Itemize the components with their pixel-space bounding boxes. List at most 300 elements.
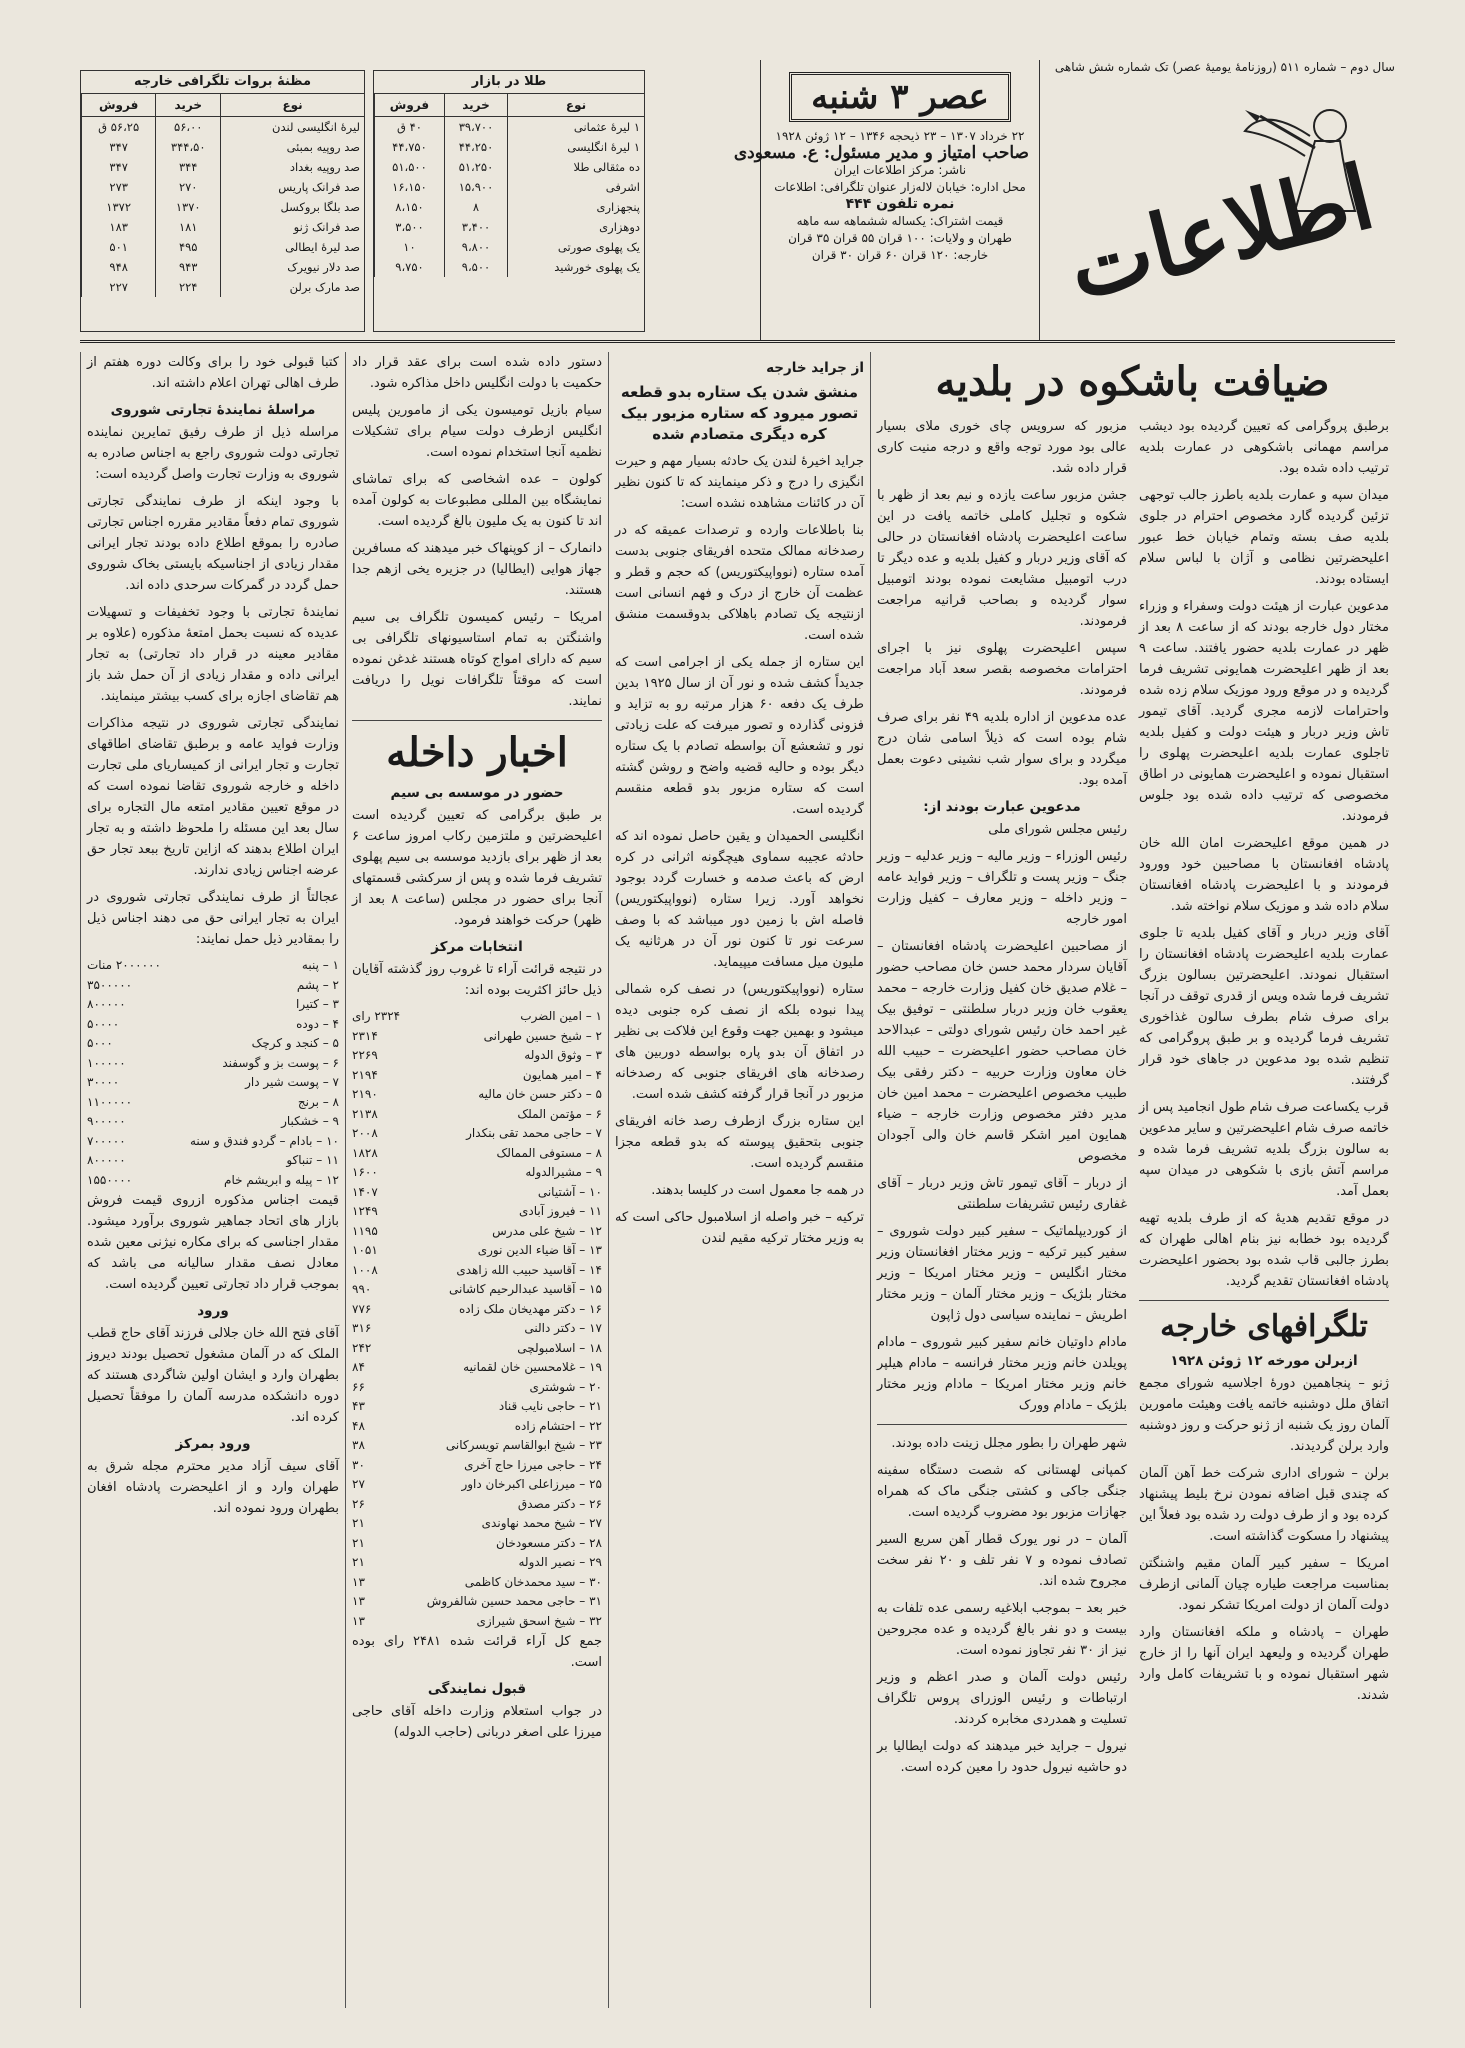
arrival-center-text: آقای سیف آزاد مدیر محترم مجله شرق به طهران وارد و از اعلیحضرت پادشاه افغان بطهران ورود نموده اند. — [87, 1459, 339, 1516]
news-paragraph: دانمارک – از کوپنهاک خبر میدهند که مسافرین جهاز هوایی (ایطالیا) در جزیره یخی ازهم جدا هستند. — [352, 541, 602, 598]
vote-row-value: ۳۱۶ — [352, 1321, 372, 1335]
vote-row-value: ۲۲۶۹ — [352, 1048, 378, 1062]
article-paragraph: ستاره (نوواپیکتوریس) در نصف کره شمالی پیدا نبوده بلکه از نصف کره جنوبی دیده میشود و بهمین جهت وقوع این فلاکت بی نظیر در اتفاق آن بدو پاره بواسطه دوربین های رصدخانه های افریقای جنوبی که رصدخانه مزبور در آنجا قرار گرفته کشف شده است. — [615, 982, 864, 1102]
vote-row-value: ۲۴۲ — [352, 1340, 372, 1355]
fx-row-cell: ۴۹۵ — [156, 237, 221, 257]
vote-row-label: ۱۸ – اسلامبولچی — [517, 1340, 602, 1355]
goods-row-value: ۲۰۰۰۰۰۰ منات — [87, 958, 161, 972]
vote-row-value: ۴۳ — [352, 1399, 365, 1413]
vote-row-label: ۱۷ – دکتر دالنی — [524, 1321, 602, 1335]
fx-row-cell: ۳۴۴،۵۰ — [156, 137, 221, 157]
vote-row-value: ۲۷ — [352, 1477, 365, 1491]
fx-row-cell: ۲۷۰ — [156, 177, 221, 197]
vote-row — [352, 1475, 602, 1495]
newspaper-logo: اطلاعات — [1057, 144, 1383, 320]
vote-row-label: ۲۳ – شیخ ابوالقاسم تویسرکانی — [445, 1438, 602, 1452]
article-paragraph: نمایندگی تجارتی شوروی در نتیجه مذاکرات وزارت فواید عامه و برطبق تقاضای اطاقهای تجارت و تجار ایرانی از کمیساریای ملی تجارت داخله و خارجه شوروی تقاضا نموده است که در موقع تعیین مقادیر امتعه مال التجاره برای سال بعد این مسئله را ملحوظ داشته و به تجار ایران اطلاع بدهند که ازاین تاریخ ببعد تجار حق عرضه اجناس زیادی ندارند. — [87, 716, 339, 878]
vote-row-value: ۹۹۰ — [352, 1282, 372, 1296]
fx-header-type: نوع — [221, 94, 364, 117]
date-line: ۲۲ خرداد ۱۳۰۷ – ۲۳ ذیحجه ۱۳۴۶ – ۱۲ ژوئن ۱۹۲۸ — [775, 129, 1025, 143]
vote-row-label: ۷ – حاجی محمد تقی بنکدار — [466, 1126, 602, 1140]
goods-row — [87, 1132, 339, 1152]
page-frame — [80, 60, 1395, 2008]
goods-row-value: ۱۱۰۰۰۰۰ — [87, 1094, 133, 1109]
fx-row — [82, 217, 365, 237]
gold-row-cell: ۴۴،۷۵۰ — [375, 137, 445, 157]
telegram-paragraph: آلمان – در نور یورک قطار آهن سریع السیر تصادف نموده و ۷ نفر تلف و ۲۰ نفر سخت مجروح شده اند. — [877, 1532, 1127, 1589]
vote-row-value: ۱۳ — [352, 1574, 365, 1589]
gold-row-cell: ۹،۸۰۰ — [444, 237, 507, 257]
gold-row-cell: ۴۰ ق — [375, 117, 445, 138]
goods-row-label: ۵ – کنجد و کرچک — [251, 1036, 339, 1050]
goods-row-label: ۷ – پوست شیر دار — [245, 1075, 339, 1089]
gold-row — [375, 157, 645, 177]
divider — [1139, 1300, 1389, 1301]
vote-row-label: ۱۹ – غلامحسین خان لقمانیه — [463, 1360, 602, 1374]
star-article-headline: منشق شدن یک ستاره بدو قطعه تصور میرود که ستاره مزبور بیک کره دیگری متصادم شده — [620, 383, 859, 443]
fx-row — [82, 157, 365, 177]
vote-row-value: ۱۰۵۱ — [352, 1243, 378, 1257]
gold-row — [375, 177, 645, 197]
vote-row — [352, 1007, 602, 1027]
article-paragraph: سپس اعلیحضرت پهلوی نیز با اجرای احترامات مخصوصه بقصر سعد آباد مراجعت فرمودند. — [877, 641, 1127, 698]
article-paragraph: بنا باطلاعات وارده و ترصدات عمیقه که در رصدخانه ممالک متحده افریقای جنوبی بدست آمده ستاره (نوواپیکتوریس) که حجم و قطر و عظمت آن خارج از درک و فهم انسانی است ازنتیجه یک تصادم باهلاکی بدوقسمت منشق شده است. — [615, 523, 864, 643]
fx-row — [82, 117, 365, 138]
guest-list — [877, 819, 1127, 1416]
vote-row-value: ۲۱۳۸ — [352, 1106, 378, 1121]
vote-row — [352, 1514, 602, 1534]
gold-header-sell: فروش — [375, 94, 445, 117]
vote-row-value: ۱۴۰۷ — [352, 1184, 378, 1199]
fx-row-cell: ۹۴۸ — [82, 257, 156, 277]
gold-row-cell: یک پهلوی خورشید — [508, 257, 644, 277]
telegram-paragraph: خبر بعد – بموجب ابلاغیه رسمی عده تلفات به بیست و دو نفر بالغ گردیده و عده مجروحین نیز از ۳۰ نفر تجاوز نموده است. — [877, 1601, 1127, 1658]
vote-row-label: ۳۱ – حاجی محمد حسین شالفروش — [426, 1594, 602, 1608]
gold-row-cell: ۱ لیرهٔ انگلیسی — [508, 137, 644, 157]
article-paragraph: مراسله ذیل از طرف رفیق تمایرین نماینده تجارتی دولت شوروی راجع به اجناس صادره به شوروی به وزارت تجارت واصل گردیده است: — [87, 425, 339, 482]
telegram-paragraph: کمپانی لهستانی که شصت دستگاه سفینه جنگی جاکی و کشتی جنگی ماک که همراه جهازات مزبور بود مضروب گردیده است. — [877, 1463, 1127, 1520]
vote-row — [352, 1456, 602, 1476]
vote-row-label: ۲۹ – نصیر الدوله — [518, 1555, 602, 1569]
goods-row-value: ۳۰۰۰۰ — [87, 1075, 120, 1089]
article-paragraph: آقای وزیر دربار و آقای کفیل بلدیه تا جلوی عمارت بلدیه اعلیحضرت پادشاه افغانستان را استقبال نمودند. اعلیحضرتین بسالون بزرگ تشریف فرما شده ویس از قدری توقف در آنجا برای صرف شام بطرف سالون غذاخوری تشریف فرما گردیده و بر طبق پروگرامی که تنظیم شده بود مدعوین در جاهای خود قرار گرفتند. — [1139, 926, 1389, 1088]
fx-row-cell: صد مارک برلن — [221, 277, 364, 297]
article-paragraph: مدعوین عبارت از هیئت دولت وسفراء و وزراء مختار دول خارجه بودند که از ساعت ۸ بعد از ظهر در عمارت بلدیه حضور یافتند. ساعت ۹ بعد از ظهر اعلیحضرت همایونی تشریف فرما گردیده و در موقع ورود موزیک سلام زده شده واحترامات لازمه مجری گردید. آقای تیمور تاش وزیر دربار و هیئت دولت و کفیل بلدیه تاجلوی عمارت بلدیه اعلیحضرت پهلوی را استقبال نموده و اعلیحضرت همایونی در اطاق مخصوصی که ترتیب داده شده بود جلوس فرمودند. — [1139, 599, 1389, 824]
goods-row — [87, 1112, 339, 1132]
soviet-trade-body — [87, 422, 339, 881]
foreign-telegrams-body — [1139, 1373, 1389, 1706]
goods-row — [87, 1015, 339, 1035]
gold-row — [375, 117, 645, 138]
divider — [352, 720, 602, 721]
article-paragraph: این ستاره از جمله یکی از اجرامی است که جدیداً کشف شده و نور آن از سال ۱۹۲۵ بدین طرف یک دفعه ۶۰ هزار مرتبه رو به تزاید و فزونی گذارده و تصور میرفت که علت زیادتی نور و تشعشع آن بواسطه تصادم با یک ستاره دیگر بوده و حالیه قضیه واضح و روشن گشته است که ستاره مزبور بدو قطعه منقسم گردیده است. — [615, 655, 865, 817]
guest-group: از دربار – آقای تیمور تاش وزیر دربار – آقای غفاری رئیس تشریفات سلطنتی — [877, 1176, 1127, 1212]
goods-row-value: ۸۰۰۰۰۰ — [87, 1153, 126, 1167]
fx-row-cell: ۳۴۴ — [156, 157, 221, 177]
column-3 — [608, 352, 870, 2008]
news-paragraph: سیام بازیل تومیسون یکی از مامورین پلیس انگلیس ازطرف دولت سیام برای تشکیلات نظمیه آنجا استخدام نموده است. — [352, 403, 602, 460]
vote-row — [352, 1573, 602, 1593]
election-results-list — [352, 1007, 602, 1631]
acceptance-head: قبول نمایندگی — [427, 1681, 527, 1697]
fx-table — [80, 70, 365, 332]
domestic-news-headline: اخبار داخله — [386, 729, 568, 776]
gold-row-cell: ۸،۱۵۰ — [375, 197, 445, 217]
gold-row — [375, 137, 645, 157]
fx-row-cell: ۳۴۷ — [82, 137, 156, 157]
goods-row-label: ۲ – پشم — [296, 977, 339, 992]
gold-row-cell: ۱۵،۹۰۰ — [444, 177, 507, 197]
vote-row-label: ۱۵ – آقاسید عبدالرحیم کاشانی — [449, 1282, 602, 1296]
column-5 — [80, 352, 345, 2008]
vote-row-value: ۸۴ — [352, 1360, 365, 1374]
goods-row-value: ۷۰۰۰۰۰ — [87, 1133, 126, 1148]
column-4 — [345, 352, 608, 2008]
column-2 — [870, 352, 1133, 2008]
goods-row — [87, 976, 339, 996]
article-paragraph: عده مدعوین از اداره بلدیه ۴۹ نفر برای صرف شام بوده است که ذیلاً اسامی شان درج میگردد و برای سوار شب نشینی دعوت بعمل آمده بود. — [877, 710, 1128, 788]
article-paragraph: با وجود اینکه از طرف نمایندگی تجارتی شوروی تمام دفعاً مقادیر مقرره اجناس تجارتی صادره را بموقع اطلاع داده بودند تجار ایرانی مقدار زیادی از اجناسیکه بایستی بخاک شوروی حمل گردد در گمرکات سرحدی داده اند. — [87, 494, 339, 593]
gold-row-cell: ۹،۵۰۰ — [444, 257, 507, 277]
gold-header-buy: خرید — [444, 94, 507, 117]
gold-row-cell: ۴۴،۲۵۰ — [444, 137, 507, 157]
telegram-paragraph: امریکا – سفیر کبیر آلمان مقیم واشنگتن بمناسبت مراجعت طیاره چیان آلمانی ازطرف دولت آلمان از دولت امریکا تشکر نمود. — [1139, 1556, 1389, 1613]
fx-row-cell: صد بلگا بروکسل — [221, 197, 364, 217]
article-paragraph: برطبق پروگرامی که تعیین گردیده بود دیشب مراسم مهمانی باشکوهی در عمارت بلدیه ترتیب داده شده بود. — [1139, 419, 1389, 476]
vote-row — [352, 1495, 602, 1515]
gold-row-cell: دوهزاری — [508, 217, 644, 237]
banquet-body-right — [1139, 416, 1389, 1292]
fx-row-cell: صد روپیه بمبئی — [221, 137, 364, 157]
article-paragraph: میدان سپه و عمارت بلدیه باطرز جالب توجهی تزئین گردیده گارد مخصوص احترام در جلوی بلدیه صف بسته وتمام خیابان خط عبور اعلیحضرتین نظامی و آژان با لباس سلام ایستاده بودند. — [1139, 488, 1389, 587]
fx-header-sell: فروش — [82, 94, 156, 117]
elections-head: انتخابات مرکز — [431, 939, 523, 955]
vote-row — [352, 1046, 602, 1066]
news-paragraph: کتبا قبولی خود را برای وکالت دوره هفتم از طرف اهالی تهران اعلام داشته اند. — [87, 355, 339, 391]
vote-row-value: ۱۲۴۹ — [352, 1204, 378, 1218]
vote-row-value: ۲۳۱۴ — [352, 1028, 378, 1043]
gold-row-cell: یک پهلوی صورتی — [508, 237, 644, 257]
fx-table-title: مظنهٔ بروات تلگرافی خارجه — [81, 71, 364, 94]
fx-header-buy: خرید — [156, 94, 221, 117]
vote-row-label: ۴ – امیر همایون — [522, 1067, 602, 1082]
foreign-press-section: از جراید خارجه — [766, 360, 864, 376]
gold-row-cell: ۱۶،۱۵۰ — [375, 177, 445, 197]
vote-row — [352, 1300, 602, 1320]
article-paragraph: در همین موقع اعلیحضرت امان الله خان پادشاه افغانستان با مصاحبین خود وورود فرمودند و با اعلیحضرت پادشاه افغانستان سلام داده شد و موزیک سلام نواخته شد. — [1139, 836, 1389, 914]
fx-row — [82, 237, 365, 257]
vote-row-value: ۲۱۹۰ — [352, 1087, 378, 1101]
guest-group: رئیس مجلس شورای ملی — [988, 822, 1127, 837]
telegram-paragraph: نیرول – جراید خبر میدهند که دولت ایطالیا بر دو حاشیه نیرول حدود را معین کرده است. — [877, 1739, 1127, 1775]
foreign-telegrams-headline: تلگرافهای خارجه — [1160, 1309, 1368, 1344]
vote-row-value: ۳۰ — [352, 1457, 365, 1472]
article-paragraph: انگلیسی الحمیدان و یقین حاصل نموده اند که حادثه عجیبه سماوی هیچگونه اثرانی در کره ارض که باعث صدمه و خسارت گردد بوجود نخواهد آورد. زیرا ستاره (نوواپیکتوریس) فاصله اش با زمین دور میباشد که با وصف سرعت نور تا کنون نور آن در هرثانیه یک ملیون میل مسافت میپیماید. — [615, 829, 864, 970]
subscription-tehran: طهران و ولایات: ۱۰۰ قران ۵۵ قران ۳۵ قران — [788, 231, 1012, 245]
gold-table — [373, 70, 645, 332]
article-paragraph: در همه جا معمول است در کلیسا بدهند. — [651, 1183, 864, 1198]
vote-row — [352, 1319, 602, 1339]
star-article-body — [615, 451, 864, 1249]
vote-row-label: ۲۶ – دکتر مصدق — [517, 1496, 602, 1511]
goods-row-label: ۹ – خشکبار — [281, 1114, 339, 1128]
goods-row-value: ۸۰۰۰۰۰ — [87, 997, 126, 1011]
logo-block — [1050, 60, 1395, 340]
vote-row-value: ۴۸ — [352, 1418, 365, 1433]
vote-row — [352, 1592, 602, 1612]
goods-row-label: ۳ – کتیرا — [296, 997, 339, 1011]
day-box: عصر ۳ شنبه — [789, 72, 1011, 122]
fx-row — [82, 257, 365, 277]
vote-row-label: ۲۰ – شوشتری — [529, 1379, 602, 1394]
article-columns — [80, 352, 1395, 2008]
goods-list-intro: عجالتاً از طرف نمایندگی تجارتی شوروی در ایران به تجار ایرانی حق می دهند اجناس ذیل را بمقادیر ذیل حمل نمایند: — [87, 890, 339, 947]
masthead — [80, 60, 1395, 343]
guest-group: رئیس الوزراء – وزیر مالیه – وزیر عدلیه – وزیر جنگ – وزیر پست و تلگراف – وزیر فواید عامه – وزیر داخله – وزیر معارف – کفیل وزارت امور خارجه — [877, 849, 1127, 927]
vote-row-label: ۱۳ – آقا ضیاء الدین نوری — [477, 1243, 602, 1257]
article-paragraph: قرب یکساعت صرف شام طول انجامید پس از خاتمه صرف شام اعلیحضرتین و سایر مدعوین به سالون بزرگ بلدیه تشریف فرما شده و مراسم آتش بازی با شکوهی در میدان سپه بعمل آمد. — [1139, 1100, 1389, 1199]
goods-row-value: ۵۰۰۰ — [87, 1036, 113, 1050]
vote-row-value: ۲۶ — [352, 1496, 365, 1511]
vote-row — [352, 1202, 602, 1222]
vote-row-label: ۶ – مؤتمن الملک — [517, 1106, 602, 1121]
vote-row-label: ۱ – امین الضرب — [520, 1009, 602, 1023]
news-paragraph: کولون – عده اشخاصی که برای تماشای نمایشگاه بین المللی مطبوعات به کولون آمده اند تا کنون به یک ملیون بالغ گردیده است. — [352, 472, 602, 529]
gold-row-cell: ۱۰ — [375, 237, 445, 257]
news-paragraph: دستور داده شده است برای عقد قرار داد حکمیت با دولت انگلیس داخل مذاکره شود. — [352, 355, 602, 391]
fx-row-cell: صد فرانک پاریس — [221, 177, 364, 197]
issue-line: سال دوم – شماره ۵۱۱ (روزنامهٔ یومیهٔ عصر) تک شماره شش شاهی — [1054, 60, 1395, 74]
gold-row — [375, 237, 645, 257]
gold-row — [375, 217, 645, 237]
vote-row-label: ۵ – دکتر حسن خان مالیه — [478, 1087, 602, 1101]
article-paragraph: این ستاره بزرگ ازطرف رصد خانه افریقای جنوبی بتحقیق پیوسته که بدو قطعه مجزا منقسم گردیده است. — [615, 1114, 864, 1171]
vote-row — [352, 1183, 602, 1203]
vote-row-label: ۳ – وثوق الدوله — [524, 1048, 602, 1062]
subscription-head: قیمت اشتراک: یکساله ششماهه سه ماهه — [796, 214, 1004, 228]
vote-row-label: ۲۲ – احتشام زاده — [514, 1418, 602, 1433]
vote-row-value: ۱۳ — [352, 1613, 365, 1628]
vote-row — [352, 1085, 602, 1105]
fx-row-cell: لیرهٔ انگلیسی لندن — [221, 117, 364, 138]
fx-row-cell: ۵۶،۲۵ ق — [82, 117, 156, 138]
gold-row-cell: ۹،۷۵۰ — [375, 257, 445, 277]
gold-header-type: نوع — [508, 94, 644, 117]
radio-visit-text: بر طبق برگرامی که تعیین گردیده است اعلیحضرتین و ملتزمین رکاب امروز ساعت ۶ بعد از ظهر برای بازدید موسسه بی سیم پهلوی تشریف فرما شده و پس از سرکشی قسمتهای آنجا برای حضور در مجلس (ساعت ۸ بعد از ظهر) حرکت خواهند فرمود. — [352, 808, 602, 928]
fx-rate-table — [81, 94, 364, 297]
gold-row-cell: ۳۹،۷۰۰ — [444, 117, 507, 138]
telegrams-continued — [877, 1433, 1127, 1778]
telegram-paragraph: برلن – شورای اداری شرکت خط آهن آلمان که چندی قبل اضافه نمودن نرخ بلیط پیشنهاد کرده بود و از طرف دولت رد شده بود فعلاً این پیشنهاد را مسکوت گذاشته است. — [1139, 1466, 1389, 1544]
divider — [877, 1424, 1127, 1425]
article-paragraph: جشن مزبور ساعت یازده و نیم بعد از ظهر با شکوه و تجلیل کاملی خاتمه یافت در این ساعت اعلیحضرت پادشاه افغانستان در حالی که آقای وزیر دربار و کفیل بلدیه و عده دیگر تا درب اتومبیل مشایعت نموده بودند اتومبیل سوار گردیده و بصاحب قرانیه مراجعت فرمودند. — [877, 488, 1127, 629]
goods-row-label: ۱۰ – بادام – گردو فندق و سنه — [189, 1133, 339, 1148]
acceptance-text: در جواب استعلام وزارت داخله آقای حاجی میرزا علی اصغر دربانی (حاجب الدوله) — [352, 1704, 602, 1740]
fx-row-cell: ۲۲۴ — [156, 277, 221, 297]
goods-row — [87, 1171, 339, 1191]
vote-row — [352, 1436, 602, 1456]
radio-visit-head: حضور در موسسه بی سیم — [390, 785, 564, 801]
banquet-headline: ضیافت باشکوه در بلدیه — [935, 358, 1330, 405]
vote-row-label: ۲ – شیخ حسین طهرانی — [483, 1028, 602, 1043]
gold-row-cell: پنجهزاری — [508, 197, 644, 217]
goods-row — [87, 1093, 339, 1113]
arrival-center-head: ورود بمرکز — [175, 1436, 251, 1452]
goods-row — [87, 1034, 339, 1054]
goods-row — [87, 1073, 339, 1093]
article-paragraph: مزبور که سرویس چای خوری ملای بسیار عالی بود مورد توجه واقع و درجه منیت کاری قرار داده شد. — [877, 419, 1127, 476]
vote-row-label: ۱۶ – دکتر مهدیخان ملک زاده — [459, 1301, 602, 1316]
goods-row — [87, 956, 339, 976]
gold-price-table — [374, 94, 644, 277]
vote-row-label: ۳۰ – سید محمدخان کاظمی — [464, 1574, 602, 1589]
vote-row — [352, 1553, 602, 1573]
fx-row-cell: ۱۸۱ — [156, 217, 221, 237]
telegram-paragraph: شهر طهران را بطور مجلل زینت داده بودند. — [891, 1436, 1127, 1451]
vote-row-label: ۲۴ – حاجی میرزا حاج آخری — [464, 1457, 602, 1472]
gold-row-cell: ۸ — [444, 197, 507, 217]
vote-row — [352, 1124, 602, 1144]
gold-row-cell: ده مثقالی طلا — [508, 157, 644, 177]
fx-row-cell: صد دلار نیویرک — [221, 257, 364, 277]
goods-row-label: ۶ – پوست بز و گوسفند — [222, 1055, 339, 1070]
article-paragraph: ترکیه – خبر واصله از اسلامبول حاکی است که به وزیر مختار ترکیه مقیم لندن — [615, 1210, 864, 1246]
gold-row-cell: ۵۱،۵۰۰ — [375, 157, 445, 177]
vote-row-value: ۲۰۰۸ — [352, 1126, 378, 1140]
goods-row-label: ۱ – پنبه — [301, 958, 339, 972]
fx-row-cell: ۵۶،۰۰ — [156, 117, 221, 138]
vote-row — [352, 1222, 602, 1242]
goods-row-label: ۱۱ – تنباکو — [286, 1153, 339, 1167]
market-tables — [80, 70, 645, 332]
goods-row — [87, 1054, 339, 1074]
vote-row-value: ۷۷۶ — [352, 1301, 372, 1316]
news-paragraph: امریکا – رئیس کمیسون تلگراف بی سیم واشنگتن به تمام استاسیونهای تلگرافی بی سیم که دارای امواج کوتاه هستند غدغن نموده است که موقتاً تلگرافات نویل را دریافت نمایند. — [352, 610, 602, 709]
guest-group: از کوردیپلماتیک – سفیر کبیر دولت شوروی – سفیر کبیر ترکیه – وزیر مختار افغانستان وزیر مختار انگلیس – وزیر مختار امریکا – وزیر مختار بلژیک – وزیر مختار آلمان – وزیر مختار اطریش – نماینده سیاسی دول ژاپون — [877, 1224, 1127, 1323]
vote-row — [352, 1280, 602, 1300]
vote-row — [352, 1612, 602, 1632]
article-paragraph: جراید اخیرهٔ لندن یک حادثه بسیار مهم و حیرت انگیزی را درج و ذکر مینمایند که تا کنون نظیر آن در کائنات مشاهده نشده است: — [615, 454, 864, 511]
fx-row-cell: صد روپیه بغداد — [221, 157, 364, 177]
vote-row-value: ۲۱۹۴ — [352, 1067, 378, 1082]
column-1 — [1133, 352, 1395, 2008]
editor-line: صاحب امتیاز و مدیر مسئول: ع. مسعودی — [733, 143, 1029, 163]
phone-line: نمره تلفون ۴۴۴ — [845, 196, 955, 212]
masthead-center — [733, 60, 1040, 340]
vote-row-label: ۸ – مستوفی الممالک — [496, 1145, 602, 1160]
vote-row — [352, 1105, 602, 1125]
vote-row-value: ۲۳۲۴ رای — [352, 1009, 401, 1023]
subscription-abroad: خارجه: ۱۲۰ قران ۶۰ قران ۳۰ قران — [811, 248, 989, 262]
gold-row-cell: ۱ لیرهٔ عثمانی — [508, 117, 644, 138]
vote-row-label: ۲۸ – دکتر مسعودخان — [496, 1535, 602, 1550]
foreign-news-continued — [352, 352, 602, 712]
vote-row — [352, 1144, 602, 1164]
fx-row-cell: ۱۳۷۰ — [156, 197, 221, 217]
vote-row — [352, 1397, 602, 1417]
publisher-line: ناشر: مرکز اطلاعات ایران — [833, 163, 967, 177]
vote-row-value: ۱۳ — [352, 1594, 365, 1608]
vote-row-value: ۱۰۰۸ — [352, 1262, 378, 1277]
gold-row-cell: ۳،۵۰۰ — [375, 217, 445, 237]
vote-row-label: ۲۵ – میرزاعلی اکبرخان داور — [461, 1477, 602, 1491]
goods-row — [87, 995, 339, 1015]
gold-row-cell: ۵۱،۲۵۰ — [444, 157, 507, 177]
vote-row-value: ۲۱ — [352, 1516, 365, 1530]
vote-row-value: ۱۸۲۸ — [352, 1145, 378, 1160]
vote-row-value: ۳۸ — [352, 1438, 365, 1452]
gold-row — [375, 257, 645, 277]
vote-row-value: ۲۱ — [352, 1535, 365, 1550]
goods-row-value: ۹۰۰۰۰۰ — [87, 1114, 126, 1128]
vote-row-label: ۲۱ – حاجی نایب قناد — [498, 1399, 602, 1413]
vote-row-label: ۲۷ – شیخ محمد نهاوندی — [481, 1516, 602, 1530]
vote-row — [352, 1339, 602, 1359]
fx-row-cell: ۵۰۱ — [82, 237, 156, 257]
fx-row-cell: ۲۲۷ — [82, 277, 156, 297]
goods-row-value: ۱۰۰۰۰۰ — [87, 1055, 126, 1070]
vote-row — [352, 1417, 602, 1437]
elections-total: جمع کل آراء قرائت شده ۲۴۸۱ رای بوده است. — [352, 1634, 602, 1670]
fx-row-cell: ۹۴۳ — [156, 257, 221, 277]
article-paragraph: نمایندهٔ تجارتی با وجود تخفیفات و تسهیلات عدیده که نسبت بحمل امتعهٔ مذکوره (علاوه بر مقادیر معینه در قرار داد تجارتی) به تجار ایرانی داده و مقدار زیادی از آن حمل شد باز هم تقاضای اجازه برای کسب بیشتر مینمایند. — [87, 605, 339, 704]
vote-row — [352, 1163, 602, 1183]
vote-row-value: ۱۶۰۰ — [352, 1165, 378, 1179]
arrival-text: آقای فتح الله خان جلالی فرزند آقای حاج قطب الملک که در آلمان مشغول تحصیل بودند دیروز بطهران وارد و ایشان اولین شاگردی هستند که دوره دانشکده مدرسه آلمان را موفقاً تحصیل کرده اند. — [87, 1326, 339, 1425]
vote-row — [352, 1066, 602, 1086]
telegram-paragraph: ژنو – پنجاهمین دورهٔ اجلاسیه شورای مجمع اتفاق ملل دوشنبه خاتمه یافت وهیئت مامورین آلمان روز یک شنبه از ژنو حرکت و روز دوشنبه وارد برلن گردیدند. — [1139, 1376, 1389, 1454]
foreign-telegrams-subhead: ازبرلن مورخه ۱۲ ژوئن ۱۹۲۸ — [1170, 1353, 1358, 1369]
article-paragraph: در موقع تقدیم هدیهٔ که از طرف بلدیه تهیه گردیده بود خطابه نیز بنام اهالی طهران که بطرز جالبی قاب شده بود بحضور اعلیحضرت پادشاه افغانستان تقدیم گردید. — [1139, 1211, 1389, 1289]
banquet-body-left — [877, 416, 1127, 791]
export-goods-list — [87, 956, 339, 1190]
vote-row-value: ۲۱ — [352, 1555, 365, 1569]
arrival-head: ورود — [197, 1303, 229, 1319]
fx-row-cell: صد فرانک ژنو — [221, 217, 364, 237]
address-line: محل اداره: خیابان لاله‌زار عنوان تلگرافی: اطلاعات — [774, 180, 1026, 194]
goods-row-label: ۴ – دوده — [296, 1016, 339, 1031]
fx-row-cell: ۱۸۳ — [82, 217, 156, 237]
vote-row-value: ۱۱۹۵ — [352, 1223, 378, 1238]
vote-row — [352, 1241, 602, 1261]
fx-row-cell: صد لیرهٔ ایطالی — [221, 237, 364, 257]
gold-row — [375, 197, 645, 217]
vote-row — [352, 1027, 602, 1047]
vote-row-label: ۹ – مشیرالدوله — [525, 1165, 602, 1179]
fx-row — [82, 177, 365, 197]
goods-row-value: ۱۵۵۰۰۰۰ — [87, 1172, 133, 1187]
fx-row-cell: ۱۳۷۲ — [82, 197, 156, 217]
vote-row — [352, 1358, 602, 1378]
vote-row — [352, 1261, 602, 1281]
acceptance-continued — [87, 352, 339, 394]
goods-row-label: ۱۲ – پیله و ابریشم خام — [224, 1172, 339, 1187]
vote-row-label: ۱۰ – آشتیانی — [537, 1184, 602, 1199]
goods-row — [87, 1151, 339, 1171]
fx-row-cell: ۲۷۳ — [82, 177, 156, 197]
goods-row-value: ۵۰۰۰۰ — [87, 1016, 120, 1031]
elections-intro: در نتیجه قرائت آراء تا غروب روز گذشته آقایان ذیل حائز اکثریت بوده اند: — [352, 962, 602, 998]
goods-row-value: ۳۵۰۰۰۰۰ — [87, 977, 133, 992]
gold-row-cell: ۳،۴۰۰ — [444, 217, 507, 237]
guests-title: مدعوین عبارت بودند از: — [923, 799, 1081, 815]
goods-row-label: ۸ – برنج — [297, 1094, 339, 1109]
vote-row — [352, 1378, 602, 1398]
telegram-paragraph: رئیس دولت آلمان و صدر اعظم و وزیر ارتباطات و رئیس الوزرای پروس تلگراف تسلیت و همدردی مخابره کردند. — [877, 1670, 1127, 1727]
guest-group: مادام داوتیان خانم سفیر کبیر شوروی – مادام پویلدن خانم وزیر مختار فرانسه – مادام هیلپر خانم وزیر مختار امریکا – مادام وزیر مختار بلژیک – مادام وورک — [877, 1335, 1127, 1413]
vote-row-label: ۱۴ – آقاسید حبیب الله زاهدی — [456, 1262, 602, 1277]
vote-row-label: ۱۱ – فیروز آبادی — [519, 1204, 602, 1218]
